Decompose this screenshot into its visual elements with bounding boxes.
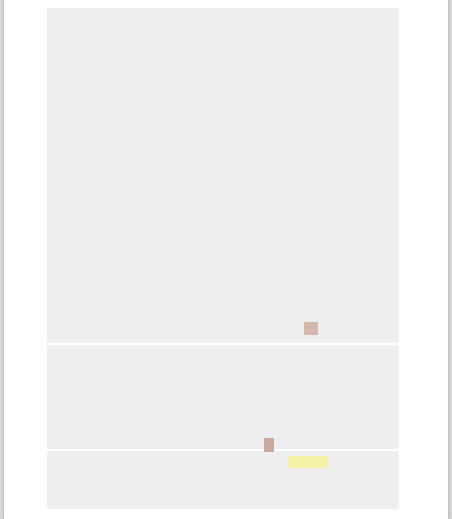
paragraph-conclusion [47, 451, 399, 509]
paragraph-trial-issue [47, 345, 399, 449]
paragraph-court-reasoning [47, 8, 399, 343]
document-body [47, 8, 399, 509]
redaction-mark [288, 456, 328, 468]
redaction-mark [304, 322, 318, 335]
redaction-mark [264, 438, 274, 452]
document-page [4, 0, 448, 519]
